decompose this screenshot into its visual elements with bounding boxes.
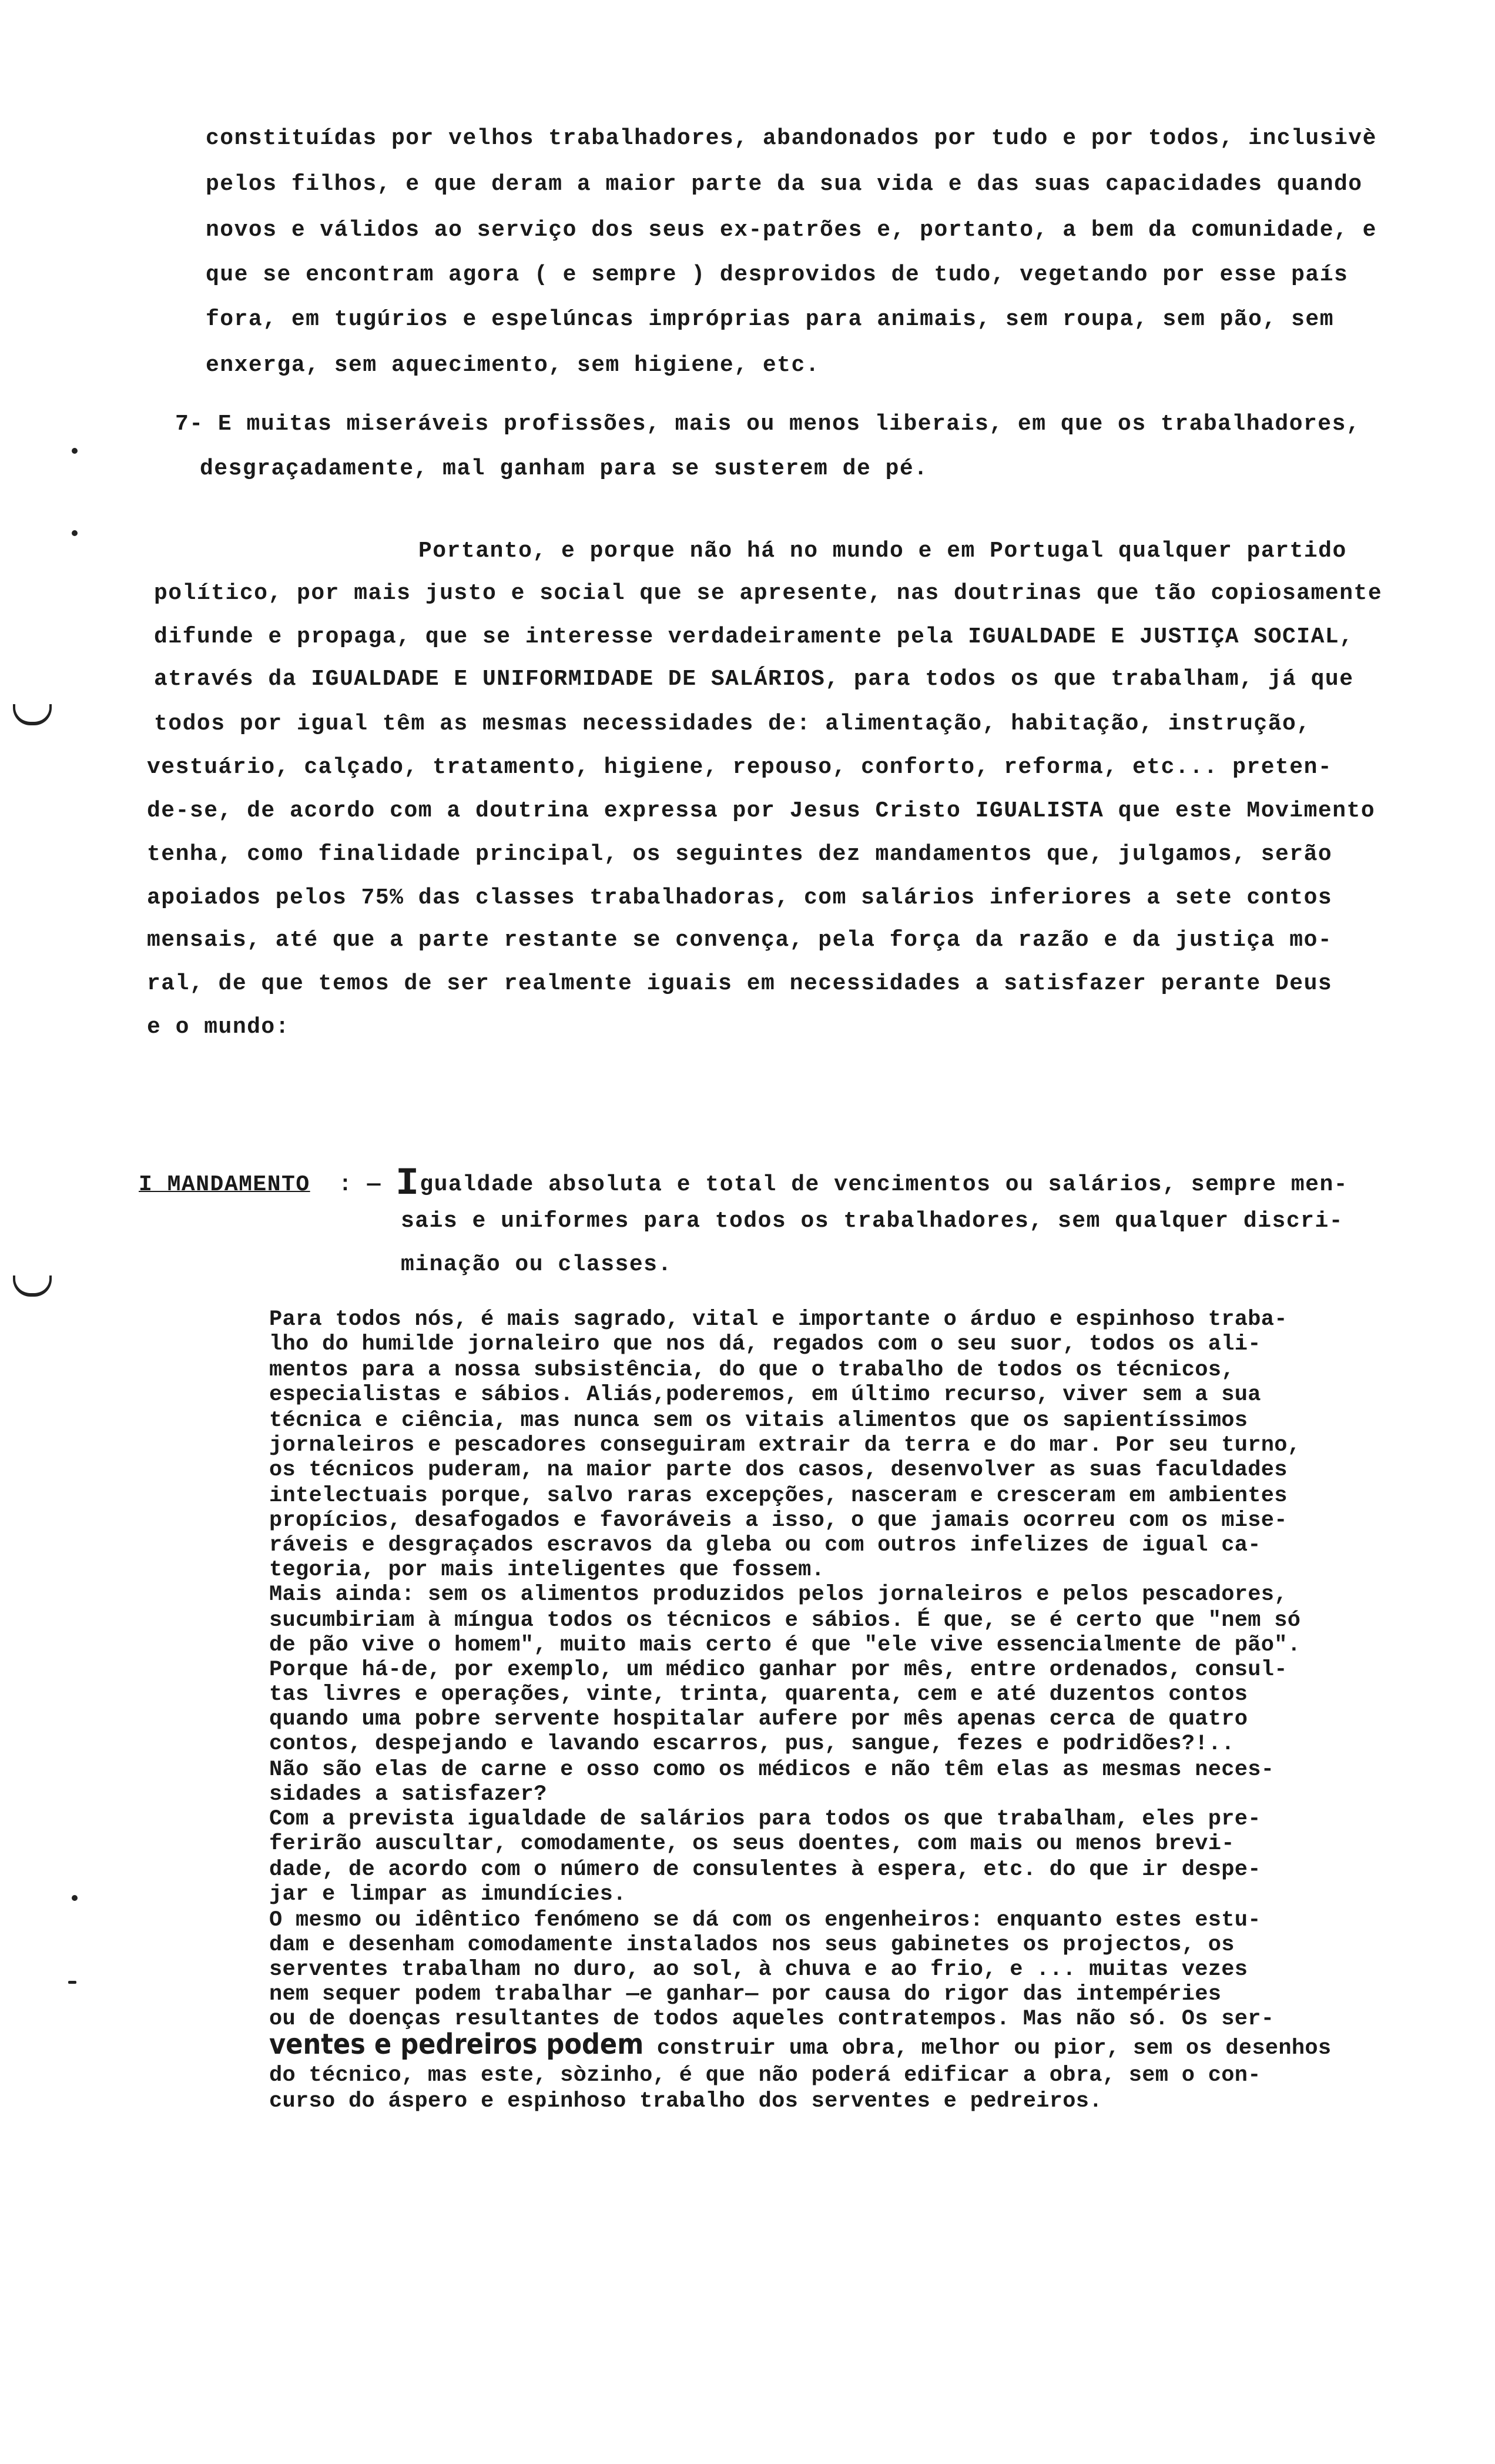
- body-line: dam e desenham comodamente instalados nos seus gabinetes os projectos, os: [269, 1933, 1235, 1957]
- body-line: dade, de acordo com o número de consulentes à espera, etc. do que ir despe-: [269, 1857, 1261, 1882]
- portanto-line: difunde e propaga, que se interesse verdadeiramente pela IGUALDADE E JUSTIÇA SOCIAL,: [154, 624, 1354, 650]
- body-line: Com a prevista igualdade de salários para todos os que trabalham, eles pre-: [269, 1807, 1261, 1832]
- body-line-handwritten: [269, 2028, 1331, 2061]
- mandamento-initial: I: [395, 1161, 420, 1206]
- portanto-line: todos por igual têm as mesmas necessidades de: alimentação, habitação, instrução,: [154, 711, 1311, 736]
- margin-dot: [72, 530, 78, 536]
- body-line: técnica e ciência, mas nunca sem os vitais alimentos que os sapientíssimos: [269, 1408, 1248, 1433]
- body-line: propícios, desafogados e favoráveis a isso, o que jamais ocorreu com os mise-: [269, 1508, 1288, 1533]
- body-line: Porque há-de, por exemplo, um médico ganhar por mês, entre ordenados, consul-: [269, 1658, 1288, 1682]
- intro-line: que se encontram agora ( e sempre ) desprovidos de tudo, vegetando por esse país: [206, 262, 1349, 287]
- mandamento-heading: [139, 1161, 1348, 1206]
- portanto-line: político, por mais justo e social que se apresente, nas doutrinas que tão copiosamente: [154, 581, 1383, 606]
- body-line: nem sequer podem trabalhar —e ganhar— por causa do rigor das intempéries: [269, 1982, 1222, 2007]
- body-line: lho do humilde jornaleiro que nos dá, regados com o seu suor, todos os ali-: [269, 1332, 1261, 1357]
- body-line: sidades a satisfazer?: [269, 1782, 547, 1807]
- body-line: Para todos nós, é mais sagrado, vital e importante o árduo e espinhoso traba-: [269, 1307, 1288, 1332]
- body-line: ráveis e desgraçados escravos da gleba ou com outros infelizes de igual ca-: [269, 1533, 1261, 1558]
- portanto-line: ral, de que temos de ser realmente iguais em necessidades a satisfazer perante Deus: [147, 971, 1333, 996]
- intro-line: enxerga, sem aquecimento, sem higiene, etc.: [206, 353, 820, 378]
- body-line: ou de doenças resultantes de todos aqueles contratempos. Mas não só. Os ser-: [269, 2007, 1275, 2031]
- body-line: sucumbiriam à míngua todos os técnicos e sábios. É que, se é certo que "nem só: [269, 1608, 1301, 1633]
- intro-line: pelos filhos, e que deram a maior parte da sua vida e das suas capacidades quando: [206, 172, 1363, 197]
- body-line: ferirão auscultar, comodamente, os seus doentes, com mais ou menos brevi-: [269, 1832, 1235, 1856]
- intro-line: novos e válidos ao serviço dos seus ex-patrões e, portanto, a bem da comunidade, e: [206, 217, 1377, 243]
- mandamento-text-line: sais e uniformes para todos os trabalhadores, sem qualquer discri-: [401, 1208, 1344, 1234]
- item-7-line: 7- E muitas miseráveis profissões, mais ou menos liberais, em que os trabalhadores,: [175, 411, 1361, 437]
- margin-dot: [68, 1981, 76, 1984]
- body-line: intelectuais porque, salvo raras excepções, nasceram e cresceram em ambientes: [269, 1484, 1288, 1508]
- intro-line: fora, em tugúrios e espelúncas impróprias para animais, sem roupa, sem pão, sem: [206, 307, 1334, 332]
- portanto-line: tenha, como finalidade principal, os seguintes dez mandamentos que, julgamos, serão: [147, 842, 1333, 867]
- mandamento-label: I MANDAMENTO: [139, 1172, 310, 1197]
- body-line: tas livres e operações, vinte, trinta, quarenta, cem e até duzentos contos: [269, 1682, 1248, 1707]
- body-line: jar e limpar as imundícies.: [269, 1882, 626, 1907]
- body-line: serventes trabalham no duro, ao sol, à chuva e ao frio, e ... muitas vezes: [269, 1957, 1248, 1982]
- body-line: tegoria, por mais inteligentes que fossem.: [269, 1558, 825, 1582]
- portanto-line: apoiados pelos 75% das classes trabalhadoras, com salários inferiores a sete contos: [147, 885, 1333, 910]
- body-line: de pão vive o homem", muito mais certo é que "ele vive essencialmente de pão".: [269, 1633, 1301, 1658]
- portanto-line: mensais, até que a parte restante se convença, pela força da razão e da justiça mo-: [147, 928, 1333, 953]
- punch-hole-mark: [13, 1275, 52, 1297]
- body-line: O mesmo ou idêntico fenómeno se dá com os engenheiros: enquanto estes estu-: [269, 1908, 1261, 1933]
- body-line: os técnicos puderam, na maior parte dos casos, desenvolver as suas faculdades: [269, 1458, 1288, 1482]
- mandamento-separator: : —: [338, 1172, 381, 1197]
- body-line: mentos para a nossa subsistência, do que o trabalho de todos os técnicos,: [269, 1358, 1235, 1382]
- body-line: quando uma pobre servente hospitalar aufere por mês apenas cerca de quatro: [269, 1707, 1248, 1732]
- item-7-line: desgraçadamente, mal ganham para se susterem de pé.: [200, 456, 928, 481]
- body-line: Não são elas de carne e osso como os médicos e não têm elas as mesmas neces-: [269, 1757, 1275, 1782]
- body-line: do técnico, mas este, sòzinho, é que não poderá edificar a obra, sem o con-: [269, 2063, 1261, 2088]
- portanto-line: vestuário, calçado, tratamento, higiene, repouso, conforto, reforma, etc... preten-: [147, 755, 1333, 780]
- body-line: especialistas e sábios. Aliás,poderemos, em último recurso, viver sem a sua: [269, 1382, 1261, 1407]
- handwritten-fragment: ventes e pedreiros podem: [269, 2028, 644, 2061]
- body-line: contos, despejando e lavando escarros, pus, sangue, fezes e podridões?!..: [269, 1732, 1235, 1756]
- punch-hole-mark: [13, 704, 52, 725]
- portanto-line: de-se, de acordo com a doutrina expressa por Jesus Cristo IGUALISTA que este Movimento: [147, 798, 1376, 823]
- mandamento-text-line: gualdade absoluta e total de vencimentos ou salários, sempre men-: [420, 1172, 1349, 1197]
- margin-dot: [72, 1895, 78, 1901]
- body-line: jornaleiros e pescadores conseguiram extrair da terra e do mar. Por seu turno,: [269, 1433, 1301, 1458]
- mandamento-text-line: minação ou classes.: [401, 1252, 672, 1277]
- body-line: Mais ainda: sem os alimentos produzidos pelos jornaleiros e pelos pescadores,: [269, 1582, 1288, 1607]
- portanto-line: através da IGUALDADE E UNIFORMIDADE DE SALÁRIOS, para todos os que trabalham, já que: [154, 667, 1354, 692]
- intro-line: constituídas por velhos trabalhadores, abandonados por tudo e por todos, inclusivè: [206, 126, 1377, 151]
- body-line-rest: construir uma obra, melhor ou pior, sem os desenhos: [643, 2036, 1332, 2061]
- portanto-line: Portanto, e porque não há no mundo e em Portugal qualquer partido: [418, 538, 1347, 564]
- body-line: curso do áspero e espinhoso trabalho dos serventes e pedreiros.: [269, 2089, 1102, 2114]
- margin-dot: [72, 448, 78, 454]
- portanto-line: e o mundo:: [147, 1015, 290, 1040]
